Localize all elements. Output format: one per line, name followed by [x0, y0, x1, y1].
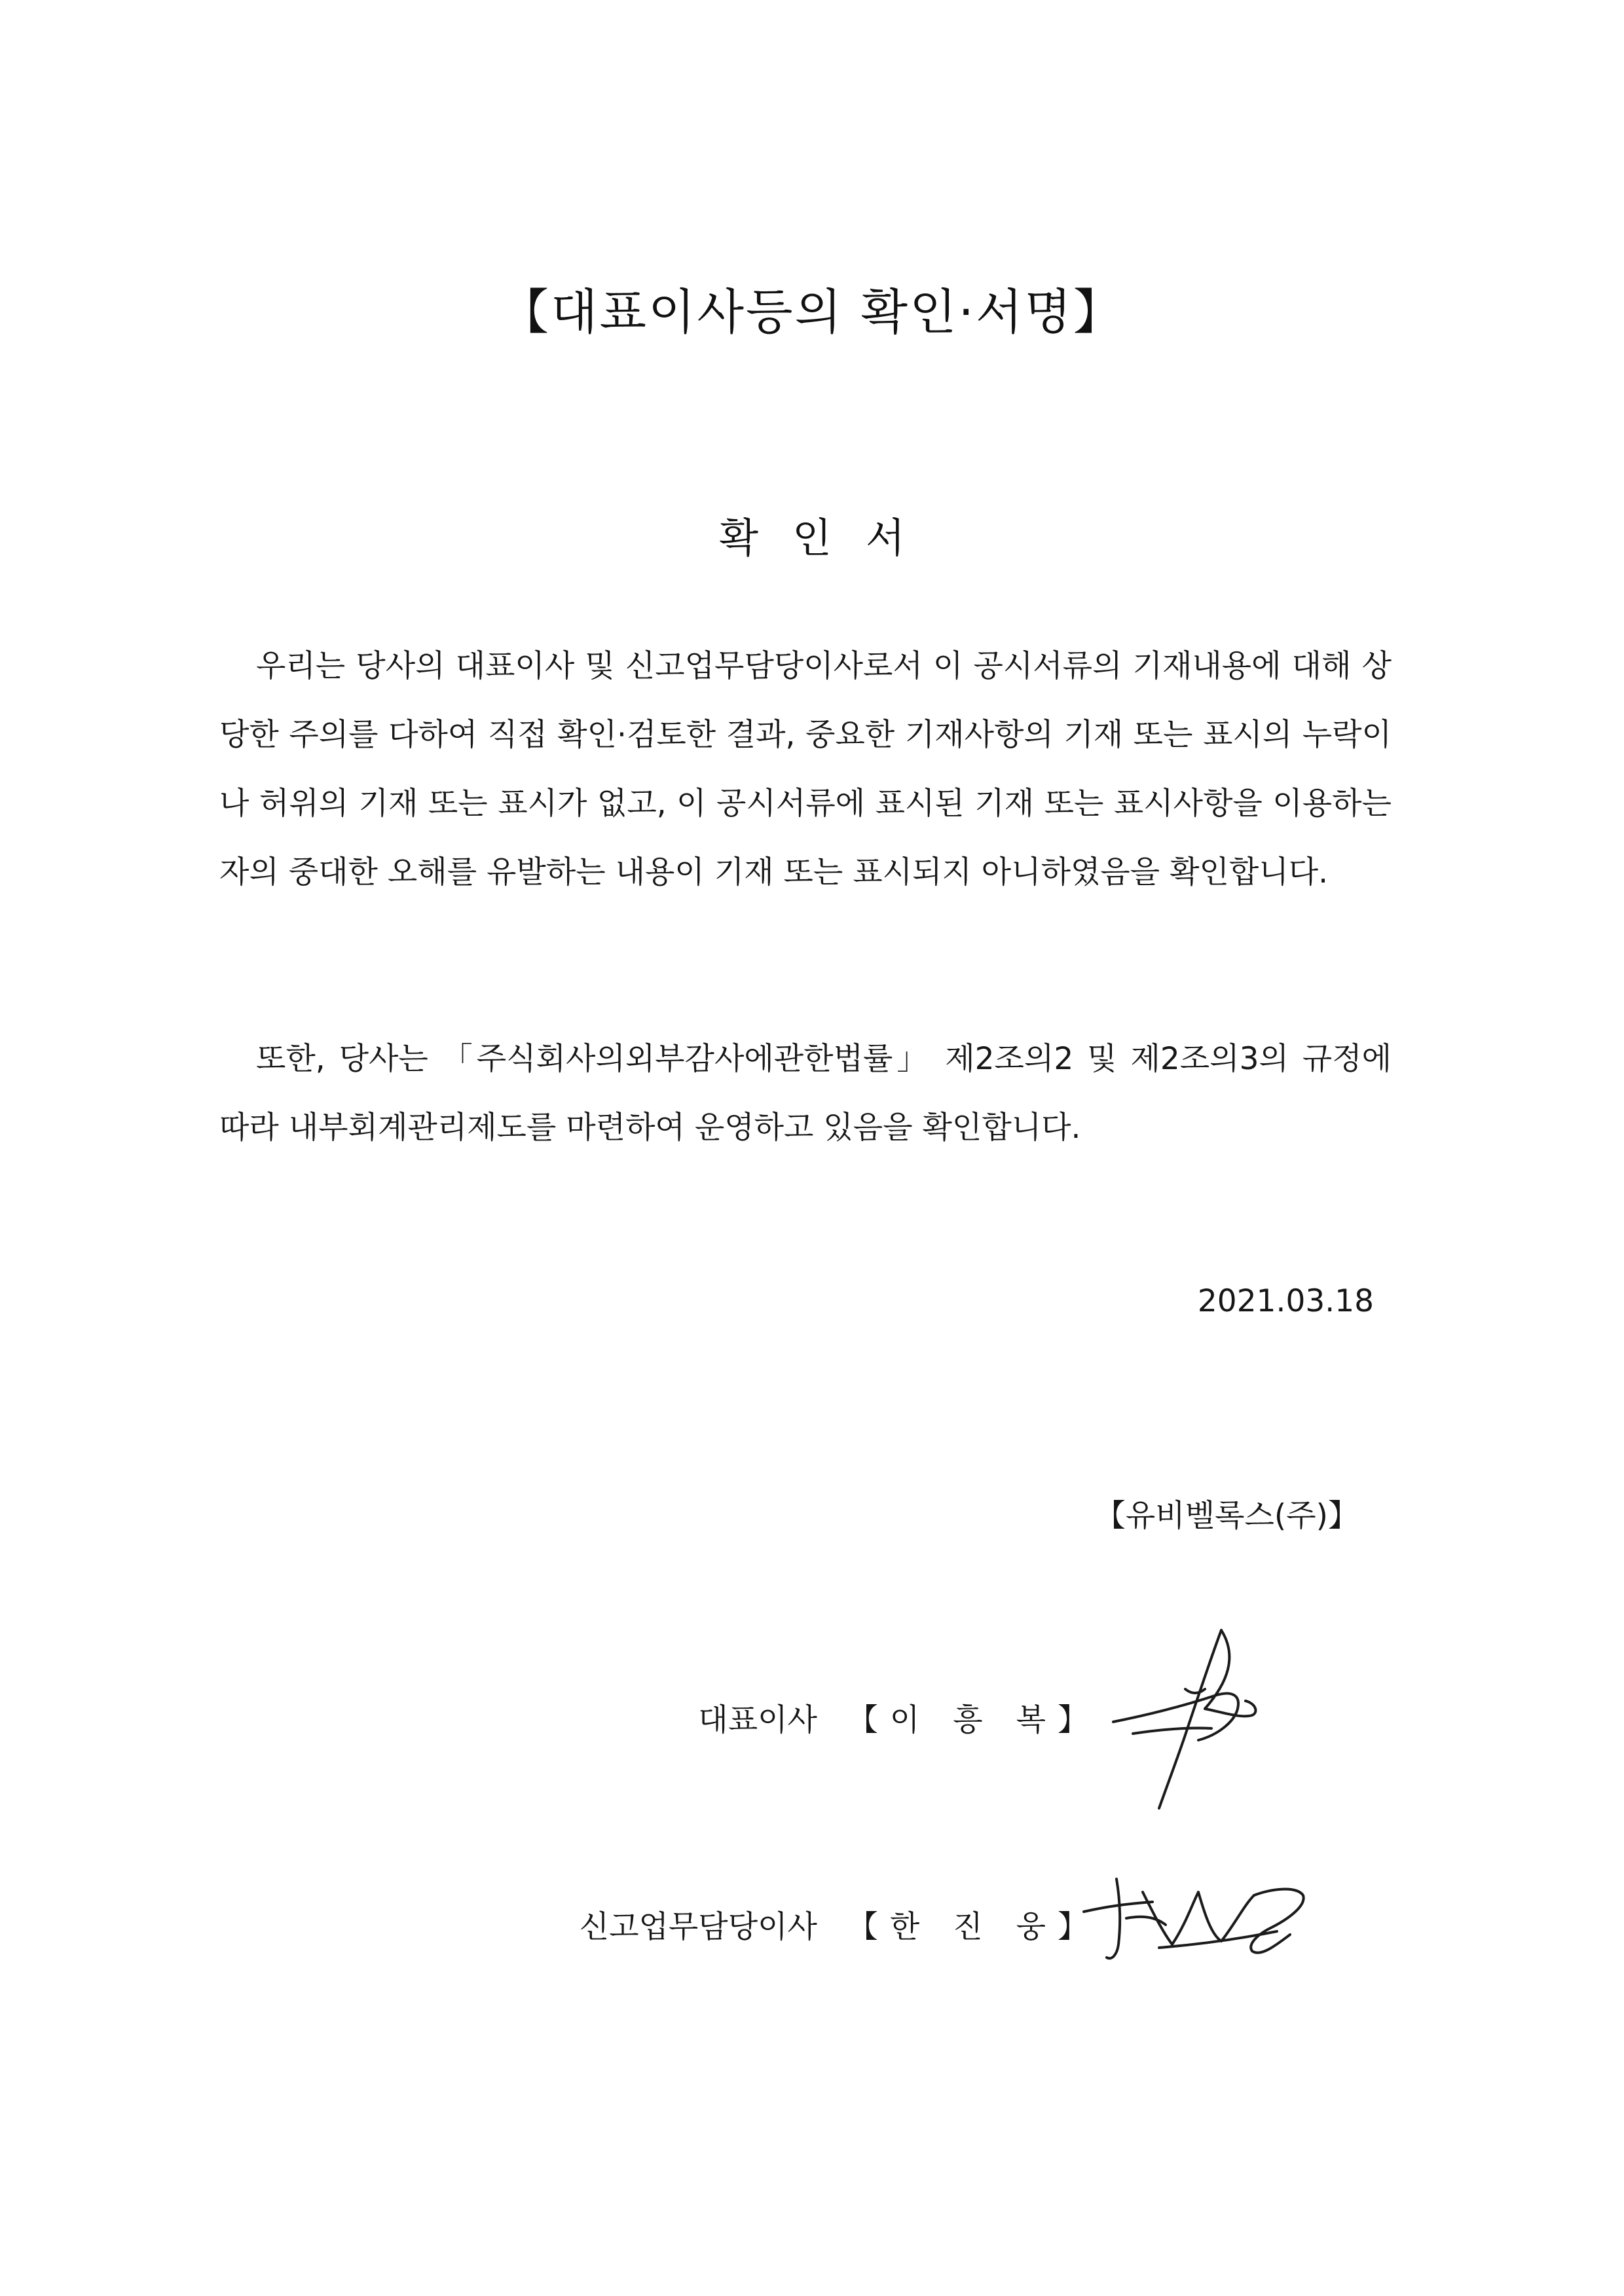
confirmation-paragraph	[219, 632, 1392, 907]
confirmation-text: 우리는 당사의 대표이사 및 신고업무담당이사로서 이 공시서류의 기재내용에 대해 상당한 주의를 다하여 직접 확인·검토한 결과, 중요한 기재사항의 기재 또는 표시의 누락이나 허위의 기재 또는 표시가 없고, 이 공시서류에 표시된 기재 또는 표시사항을 이용하는 자의 중대한 오해를 유발하는 내용이 기재 또는 표시되지 아니하였음을 확인합니다.	[219, 648, 1392, 890]
document-date: 2021.03.18	[1197, 1283, 1374, 1319]
officer-signature	[1080, 1866, 1310, 1971]
company-name: 【유비벨록스(주)】	[1094, 1498, 1359, 1534]
signer-disclosure-officer	[580, 1903, 1100, 1946]
page-heading: 【대표이사등의 확인·서명】	[500, 284, 1124, 340]
signer-title: 신고업무담당이사	[579, 1909, 817, 1945]
signer-name: 【이 흥 복】	[847, 1702, 1100, 1738]
document-title: 확인서	[719, 514, 939, 562]
ceo-signature	[1107, 1617, 1264, 1813]
internal-control-paragraph	[219, 1025, 1392, 1162]
signer-name: 【한 진 웅】	[847, 1909, 1100, 1945]
signer-title: 대표이사	[698, 1702, 817, 1738]
signer-ceo	[698, 1696, 1100, 1740]
internal-control-text: 또한, 당사는 「주식회사의외부감사에관한법률」 제2조의2 및 제2조의3의 규정에 따라 내부회계관리제도를 마련하여 운영하고 있음을 확인합니다.	[219, 1041, 1392, 1146]
